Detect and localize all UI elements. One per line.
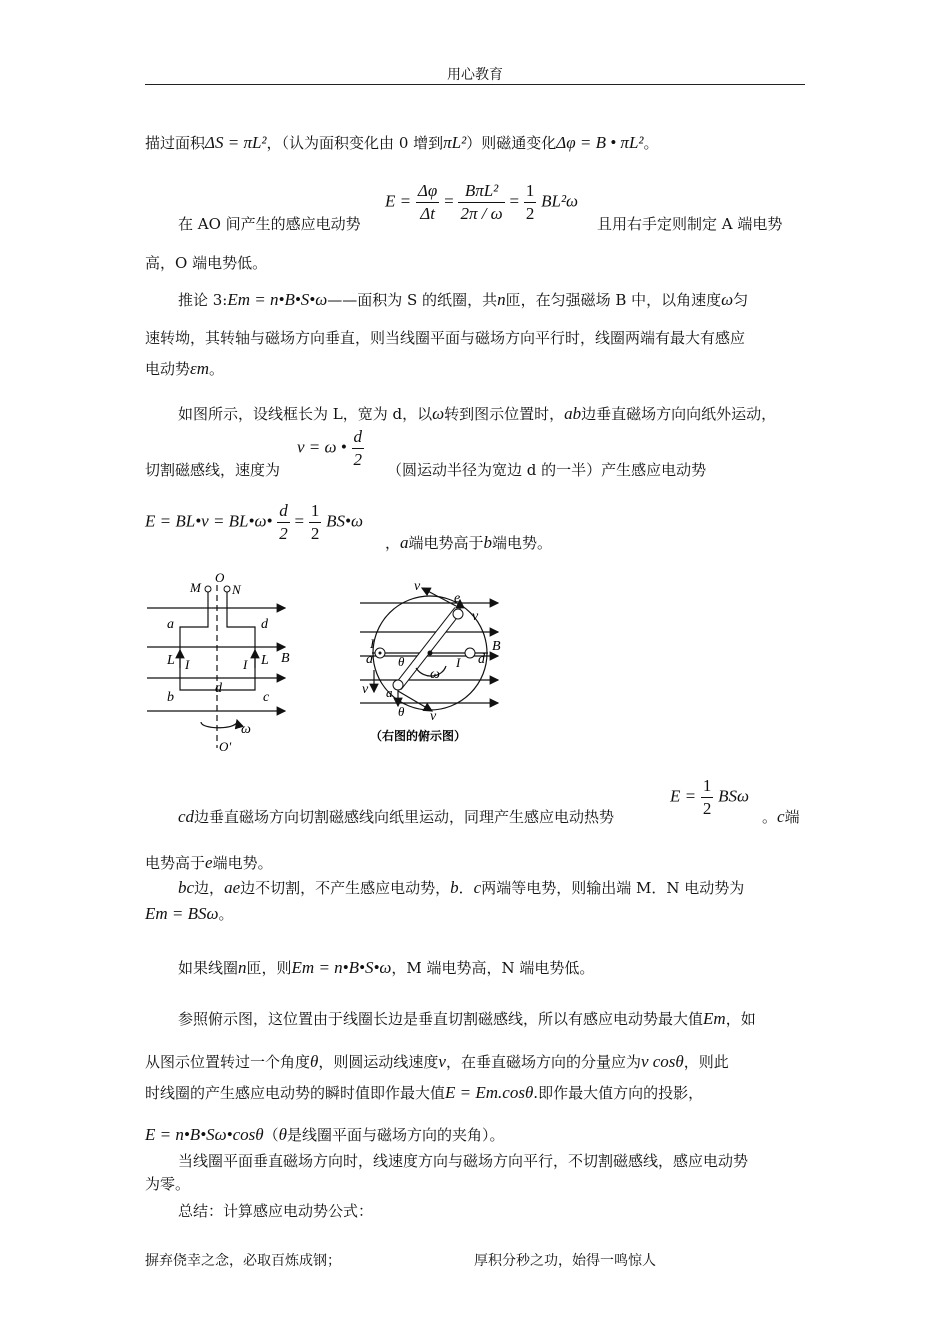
text: 端电势高于 bbox=[408, 534, 484, 552]
text: 速转坳，其转轴与磁场方向垂直，则当线圈平面与磁场方向平行时，线圈两端有最大有感应 bbox=[145, 329, 746, 347]
symbol-omega: ω bbox=[432, 404, 445, 423]
text: 如图所示，设线框长为 L，宽为 d，以 bbox=[178, 405, 433, 423]
label-o-prime: O' bbox=[219, 739, 232, 754]
label-d: d bbox=[478, 652, 485, 667]
symbol-ab: ab bbox=[564, 404, 582, 423]
text: 端电势。 bbox=[492, 534, 553, 552]
conductor-e bbox=[453, 609, 463, 619]
text: 匝，在匀强磁场 B 中，以角速度 bbox=[505, 291, 722, 309]
symbol-b: b bbox=[483, 533, 493, 552]
text: 端 bbox=[784, 808, 800, 826]
label-theta-bottom: θ bbox=[398, 704, 405, 719]
label-i-left: I bbox=[370, 636, 375, 651]
text: 匝，则 bbox=[246, 959, 292, 977]
symbol-n: n bbox=[497, 290, 506, 309]
text: ，M 端电势高，N 端电势低。 bbox=[391, 959, 595, 977]
text: ， bbox=[385, 534, 401, 552]
numerator: 1 bbox=[309, 500, 322, 523]
label-omega: ω bbox=[241, 722, 251, 737]
text: 。 bbox=[218, 905, 234, 923]
text: 切割磁感线，速度为 bbox=[145, 461, 281, 479]
label-e: e bbox=[454, 591, 461, 606]
label-i-right: I bbox=[243, 657, 248, 672]
text: 匀 bbox=[733, 291, 749, 309]
text-line bbox=[145, 1051, 729, 1072]
label-b-field: B bbox=[492, 639, 501, 654]
text: 电动势 bbox=[145, 360, 191, 378]
formula-lhs: E = bbox=[670, 786, 697, 806]
label-b-field: B bbox=[281, 651, 290, 666]
fraction bbox=[524, 180, 537, 225]
current-out-dot-icon bbox=[379, 652, 382, 655]
text-line bbox=[145, 358, 224, 379]
label-l-right: L bbox=[261, 653, 269, 668]
formula-e-cos: E = Em.cosθ bbox=[445, 1083, 534, 1102]
symbol-omega: ω bbox=[721, 290, 734, 309]
numerator: d bbox=[352, 426, 365, 449]
current-in-icon bbox=[465, 648, 475, 658]
footer-left: 摒弃侥幸之念，必取百炼成钢； bbox=[145, 1253, 341, 1269]
formula-area: ΔS = πL² bbox=[205, 133, 267, 152]
numerator: BπL² bbox=[458, 180, 504, 203]
numerator: Δφ bbox=[416, 180, 439, 203]
formula-tail: BS•ω bbox=[326, 511, 363, 531]
text: 从图示位置转过一个角度 bbox=[145, 1053, 311, 1071]
text: 。 bbox=[209, 360, 225, 378]
numerator: d bbox=[277, 500, 290, 523]
denominator: 2 bbox=[353, 450, 363, 469]
formula-velocity bbox=[297, 426, 364, 471]
symbol-e: e bbox=[205, 853, 213, 872]
label-o: O bbox=[215, 570, 225, 585]
summary-heading: 总结：计算感应电动势公式： bbox=[178, 1202, 374, 1220]
text: 边， bbox=[194, 879, 225, 897]
symbol-ae: ae bbox=[224, 878, 241, 897]
label-v4: v bbox=[430, 709, 437, 724]
fraction bbox=[352, 426, 365, 471]
text-line bbox=[178, 1008, 756, 1029]
text: 高，O 端电势低。 bbox=[145, 254, 268, 272]
label-a: a bbox=[167, 617, 174, 632]
formula-em: Em = n•B•S•ω bbox=[291, 958, 392, 977]
text: 边垂直磁场方向向纸外运动， bbox=[581, 405, 777, 423]
text-line bbox=[762, 806, 800, 827]
text: 是线圈平面与磁场方向的夹角）。 bbox=[287, 1126, 505, 1144]
text-line bbox=[178, 957, 594, 978]
formula-lhs: v = ω • bbox=[297, 437, 347, 457]
label-theta: θ bbox=[398, 654, 405, 669]
label-omega: ω bbox=[430, 667, 440, 682]
figure-caption: （右图的俯示图） bbox=[370, 729, 467, 743]
text: 端电势。 bbox=[212, 854, 273, 872]
text: ，（认为面积变化由 0 增到 bbox=[266, 134, 444, 152]
text: 推论 3: bbox=[178, 291, 228, 309]
header-rule bbox=[145, 84, 805, 85]
formula-pil2: πL² bbox=[443, 133, 467, 152]
symbol-c: c bbox=[473, 878, 482, 897]
text: 。 bbox=[762, 808, 778, 826]
label-d-bottom: d bbox=[215, 681, 222, 696]
text-line bbox=[145, 1124, 505, 1145]
text: 转到图示位置时， bbox=[444, 405, 565, 423]
text: ． bbox=[458, 879, 474, 897]
equals: = bbox=[294, 511, 305, 531]
symbol-v: v bbox=[438, 1052, 446, 1071]
text-line bbox=[145, 852, 273, 873]
text: 电势高于 bbox=[145, 854, 206, 872]
denominator: 2 bbox=[525, 204, 535, 223]
text: ，则圆运动线速度 bbox=[318, 1053, 439, 1071]
paragraph-figure-description bbox=[178, 403, 776, 424]
terminal-m bbox=[205, 586, 211, 592]
text: 两端等电势，则输出端 M．N 电动势为 bbox=[481, 879, 745, 897]
symbol-a: a bbox=[400, 533, 409, 552]
text: 描过面积 bbox=[145, 134, 206, 152]
formula-tail: BSω bbox=[718, 786, 750, 806]
symbol-cd: cd bbox=[178, 807, 195, 826]
equals: = bbox=[509, 191, 520, 211]
label-a-inner: a bbox=[386, 685, 393, 700]
text: （ bbox=[263, 1126, 279, 1144]
axis-point bbox=[428, 651, 433, 656]
text: 如果线圈 bbox=[178, 959, 239, 977]
formula-e-full: E = n•B•Sω•cosθ bbox=[145, 1125, 264, 1144]
symbol-em: Em bbox=[703, 1009, 726, 1028]
text: （圆运动半径为宽边 d 的一半）产生感应电动势 bbox=[387, 461, 707, 479]
fraction bbox=[309, 500, 322, 545]
text: 当线圈平面垂直磁场方向时，线速度方向与磁场方向平行，不切割磁感线，感应电动势 bbox=[178, 1152, 749, 1170]
symbol-c: c bbox=[777, 807, 785, 826]
text: ，则此 bbox=[683, 1053, 729, 1071]
symbol-bc: bc bbox=[178, 878, 195, 897]
formula-flux-change: Δφ = B • πL² bbox=[556, 133, 644, 152]
formula-vcos: v cosθ bbox=[640, 1052, 684, 1071]
formula-emf-cd bbox=[670, 775, 749, 820]
text: 边垂直磁场方向切割磁感线向纸里运动，同理产生感应电动热势 bbox=[194, 808, 615, 826]
text-line bbox=[178, 806, 614, 827]
denominator: 2 bbox=[310, 524, 320, 543]
formula-tail: BL²ω bbox=[541, 191, 579, 211]
fraction bbox=[277, 500, 290, 545]
text: ——面积为 S 的纸圈，共 bbox=[327, 291, 498, 309]
numerator: 1 bbox=[701, 775, 714, 798]
equals: = bbox=[444, 191, 454, 211]
text: 时线圈的产生感应电动势的瞬时值即作最大值 bbox=[145, 1084, 446, 1102]
symbol-epsilon-m: εm bbox=[190, 359, 209, 378]
label-n: N bbox=[232, 582, 241, 597]
label-i-left: I bbox=[185, 657, 190, 672]
text: ，如 bbox=[725, 1010, 756, 1028]
formula-em-bsw: Em = BSω bbox=[145, 904, 219, 923]
text: 边不切割，不产生感应电动势， bbox=[240, 879, 451, 897]
text-line bbox=[385, 532, 552, 553]
label-m: M bbox=[190, 580, 201, 595]
formula-lhs: E = bbox=[385, 191, 412, 211]
fraction bbox=[416, 180, 439, 225]
label-d: d bbox=[261, 617, 268, 632]
label-b: b bbox=[167, 690, 174, 705]
fraction bbox=[458, 180, 504, 225]
denominator: 2 bbox=[702, 799, 712, 818]
text: 在 AO 间产生的感应电动势 bbox=[178, 215, 361, 233]
label-i-right: I bbox=[456, 655, 461, 670]
symbol-n: n bbox=[238, 958, 247, 977]
text: .即作最大值方向的投影， bbox=[533, 1084, 704, 1102]
formula-emf-ao bbox=[385, 180, 578, 225]
label-c: c bbox=[263, 690, 270, 705]
text: 。 bbox=[643, 134, 659, 152]
text: 参照俯示图，这位置由于线圈长边是垂直切割磁感线，所以有感应电动势最大值 bbox=[178, 1010, 704, 1028]
formula-emf-ab bbox=[145, 500, 363, 545]
symbol-theta: θ bbox=[310, 1052, 319, 1071]
label-v1: v bbox=[414, 579, 421, 594]
denominator: 2π / ω bbox=[460, 204, 503, 223]
text: ）则磁通变化 bbox=[466, 134, 557, 152]
label-v3: v bbox=[362, 682, 369, 697]
label-l-left: L bbox=[167, 653, 175, 668]
denominator: Δt bbox=[420, 204, 435, 223]
fraction bbox=[701, 775, 714, 820]
text: 为零。 bbox=[145, 1175, 191, 1193]
symbol-b: b bbox=[450, 878, 459, 897]
paragraph-corollary-3 bbox=[178, 289, 748, 310]
text-line bbox=[178, 877, 744, 898]
denominator: 2 bbox=[279, 524, 288, 543]
footer-right: 厚积分秒之功，始得一鸣惊人 bbox=[474, 1253, 656, 1269]
formula-lhs: E = BL•v = BL•ω• bbox=[145, 511, 273, 531]
coil-diagram-left bbox=[145, 570, 305, 760]
text: ，在垂直磁场方向的分量应为 bbox=[445, 1053, 641, 1071]
coil-top-view-diagram bbox=[358, 570, 518, 750]
conductor-a bbox=[393, 680, 403, 690]
text-line bbox=[145, 1082, 703, 1103]
label-v2: v bbox=[472, 609, 479, 624]
text-line bbox=[145, 903, 234, 924]
terminal-n bbox=[224, 586, 230, 592]
label-a: a bbox=[366, 652, 373, 667]
paragraph-area-change bbox=[145, 132, 659, 153]
formula-em: Em = n•B•S•ω bbox=[227, 290, 328, 309]
symbol-theta: θ bbox=[278, 1125, 287, 1144]
text: 且用右手定则制定 A 端电势 bbox=[597, 215, 783, 233]
page-header: 用心教育 bbox=[447, 67, 503, 83]
numerator: 1 bbox=[524, 180, 537, 203]
